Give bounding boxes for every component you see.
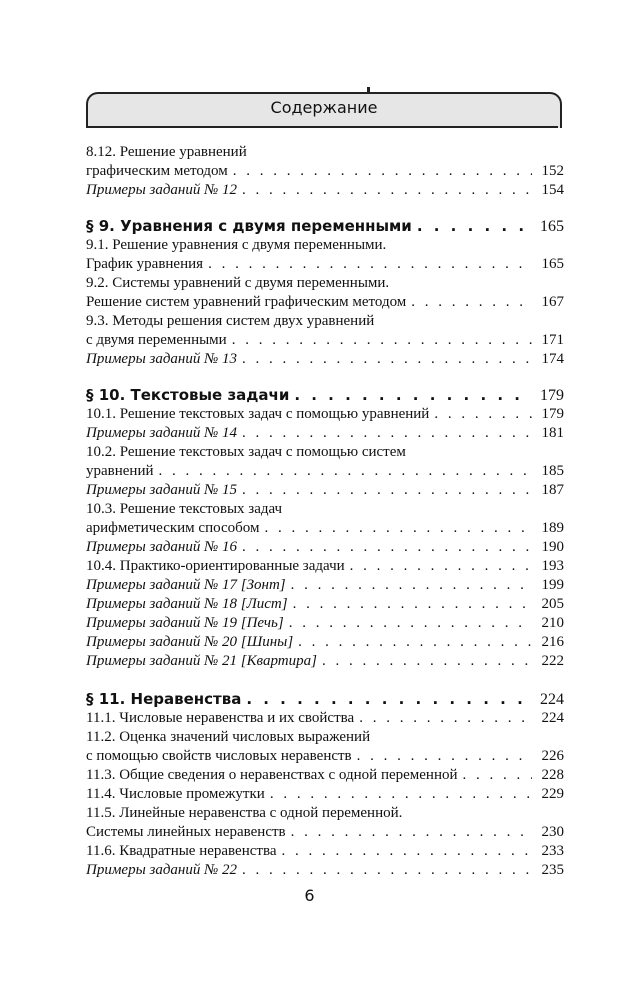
- toc-entry-text: 11.2. Оценка значений числовых выражений: [86, 729, 371, 745]
- toc-page-number: 185: [541, 463, 564, 479]
- toc-page-number: 229: [541, 786, 564, 802]
- toc-entry-text: 11.1. Числовые неравенства и их свойства: [86, 710, 355, 726]
- toc-entry-text: с двумя переменными: [86, 332, 227, 348]
- leader-dots: [411, 293, 532, 312]
- toc-entry-text: Примеры заданий № 14: [86, 425, 237, 441]
- toc-line: [86, 274, 564, 293]
- toc-entry-text: Примеры заданий № 18 [Лист]: [86, 596, 288, 612]
- toc-line: [86, 481, 564, 500]
- toc-entry-text: 11.6. Квадратные неравенства: [86, 843, 277, 859]
- toc-line: [86, 633, 564, 652]
- toc-entry-text: 10.3. Решение текстовых задач: [86, 501, 283, 517]
- toc-page-number: 179: [540, 387, 564, 404]
- leader-dots: [359, 709, 532, 728]
- toc-line: [86, 766, 564, 785]
- leader-dots: [270, 785, 532, 804]
- toc-page-number: 154: [541, 182, 564, 198]
- toc-line: [86, 500, 564, 519]
- toc-line: [86, 842, 564, 861]
- toc-page-number: 205: [541, 596, 564, 612]
- toc-line: [86, 804, 564, 823]
- toc-entry-text: 8.12. Решение уравнений: [86, 144, 247, 160]
- toc-entry-text: Примеры заданий № 15: [86, 482, 237, 498]
- toc-page-number: 190: [541, 539, 564, 555]
- toc-entry-text: 9.3. Методы решения систем двух уравнений: [86, 313, 375, 329]
- toc-line: [86, 538, 564, 557]
- leader-dots: [350, 557, 532, 576]
- section-title: § 11. Неравенства: [86, 690, 242, 708]
- leader-dots: [293, 595, 532, 614]
- toc-page-number: 171: [541, 332, 564, 348]
- toc-entry-text: Примеры заданий № 12: [86, 182, 237, 198]
- leader-dots: [282, 842, 533, 861]
- section-title: § 10. Текстовые задачи: [86, 386, 290, 404]
- toc-page-number: 181: [541, 425, 564, 441]
- toc-entry-text: 9.1. Решение уравнения с двумя переменными.: [86, 237, 387, 253]
- toc-line: [86, 595, 564, 614]
- toc-line: [86, 861, 564, 880]
- leader-dots: [463, 766, 532, 785]
- toc-entry-text: 11.3. Общие сведения о неравенствах с одной переменной: [86, 767, 458, 783]
- toc-page-number: 226: [541, 748, 564, 764]
- toc-line: [86, 350, 564, 369]
- leader-dots: [291, 823, 532, 842]
- leader-dots: [434, 405, 532, 424]
- toc-line: [86, 443, 564, 462]
- table-of-contents: [86, 143, 564, 880]
- leader-dots: [322, 652, 532, 671]
- toc-entry-text: Решение систем уравнений графическим методом: [86, 294, 407, 310]
- toc-entry-text: 10.1. Решение текстовых задач с помощью уравнений: [86, 406, 430, 422]
- toc-entry-text: 10.2. Решение текстовых задач с помощью систем: [86, 444, 406, 460]
- leader-dots: [242, 481, 532, 500]
- toc-entry-text: 9.2. Системы уравнений с двумя переменными.: [86, 275, 390, 291]
- toc-line: [86, 405, 564, 424]
- toc-line: [86, 181, 564, 200]
- toc-page-number: 216: [541, 634, 564, 650]
- toc-page-number: 210: [541, 615, 564, 631]
- toc-entry-text: Примеры заданий № 20 [Шины]: [86, 634, 294, 650]
- leader-dots: [208, 255, 532, 274]
- toc-line: [86, 709, 564, 728]
- toc-entry-text: уравнений: [86, 463, 154, 479]
- toc-page-number: 179: [541, 406, 564, 422]
- toc-page-number: 222: [541, 653, 564, 669]
- section-title: § 9. Уравнения с двумя переменными: [86, 217, 412, 235]
- toc-entry-text: График уравнения: [86, 256, 204, 272]
- toc-line: [86, 236, 564, 255]
- toc-entry-text: Примеры заданий № 13: [86, 351, 237, 367]
- toc-line: [86, 462, 564, 481]
- toc-entry-text: арифметическим способом: [86, 520, 260, 536]
- toc-line: [86, 614, 564, 633]
- leader-dots: [357, 747, 532, 766]
- leader-dots: [242, 538, 532, 557]
- toc-page-number: 233: [541, 843, 564, 859]
- toc-page-number: 174: [541, 351, 564, 367]
- toc-page-number: 189: [541, 520, 564, 536]
- leader-dots: [159, 462, 532, 481]
- toc-page-number: 165: [540, 218, 564, 235]
- leader-dots: [417, 216, 532, 236]
- leader-dots: [242, 350, 532, 369]
- leader-dots: [264, 519, 532, 538]
- toc-line: [86, 519, 564, 538]
- toc-line: [86, 293, 564, 312]
- toc-entry-text: 11.5. Линейные неравенства с одной переменной.: [86, 805, 403, 821]
- leader-dots: [242, 861, 532, 880]
- toc-page-number: 224: [540, 691, 564, 708]
- toc-line: [86, 255, 564, 274]
- toc-line: [86, 143, 564, 162]
- toc-page-number: 199: [541, 577, 564, 593]
- leader-dots: [291, 576, 532, 595]
- toc-line: [86, 785, 564, 804]
- toc-line: [86, 823, 564, 842]
- leader-dots: [289, 614, 532, 633]
- toc-entry-text: 10.4. Практико-ориентированные задачи: [86, 558, 345, 574]
- toc-line: [86, 162, 564, 181]
- leader-dots: [232, 331, 532, 350]
- leader-dots: [294, 385, 532, 405]
- toc-entry-text: Примеры заданий № 22: [86, 862, 237, 878]
- toc-line: [86, 576, 564, 595]
- toc-page-number: 165: [541, 256, 564, 272]
- section-heading: [86, 385, 564, 405]
- toc-entry-text: графическим методом: [86, 163, 228, 179]
- toc-line: [86, 728, 564, 747]
- leader-dots: [233, 162, 532, 181]
- toc-line: [86, 424, 564, 443]
- toc-line: [86, 312, 564, 331]
- leader-dots: [242, 424, 532, 443]
- toc-entry-text: Примеры заданий № 16: [86, 539, 237, 555]
- toc-page-number: 224: [541, 710, 564, 726]
- toc-page-number: 167: [541, 294, 564, 310]
- toc-page-number: 193: [541, 558, 564, 574]
- toc-entry-text: Системы линейных неравенств: [86, 824, 286, 840]
- toc-page-number: 235: [541, 862, 564, 878]
- toc-line: [86, 747, 564, 766]
- toc-entry-text: 11.4. Числовые промежутки: [86, 786, 265, 802]
- toc-entry-text: Примеры заданий № 17 [Зонт]: [86, 577, 286, 593]
- toc-page-number: 187: [541, 482, 564, 498]
- page-number: 6: [304, 886, 315, 905]
- toc-page-number: 152: [541, 163, 564, 179]
- toc-page-number: 228: [541, 767, 564, 783]
- leader-dots: [246, 689, 532, 709]
- header-rule: [86, 126, 558, 128]
- toc-line: [86, 557, 564, 576]
- toc-page-number: 230: [541, 824, 564, 840]
- leader-dots: [242, 181, 532, 200]
- toc-line: [86, 652, 564, 671]
- section-heading: [86, 216, 564, 236]
- leader-dots: [298, 633, 532, 652]
- toc-entry-text: с помощью свойств числовых неравенств: [86, 748, 352, 764]
- section-heading: [86, 689, 564, 709]
- toc-line: [86, 331, 564, 350]
- toc-entry-text: Примеры заданий № 19 [Печь]: [86, 615, 284, 631]
- running-header-title: Содержание: [270, 98, 378, 117]
- toc-entry-text: Примеры заданий № 21 [Квартира]: [86, 653, 317, 669]
